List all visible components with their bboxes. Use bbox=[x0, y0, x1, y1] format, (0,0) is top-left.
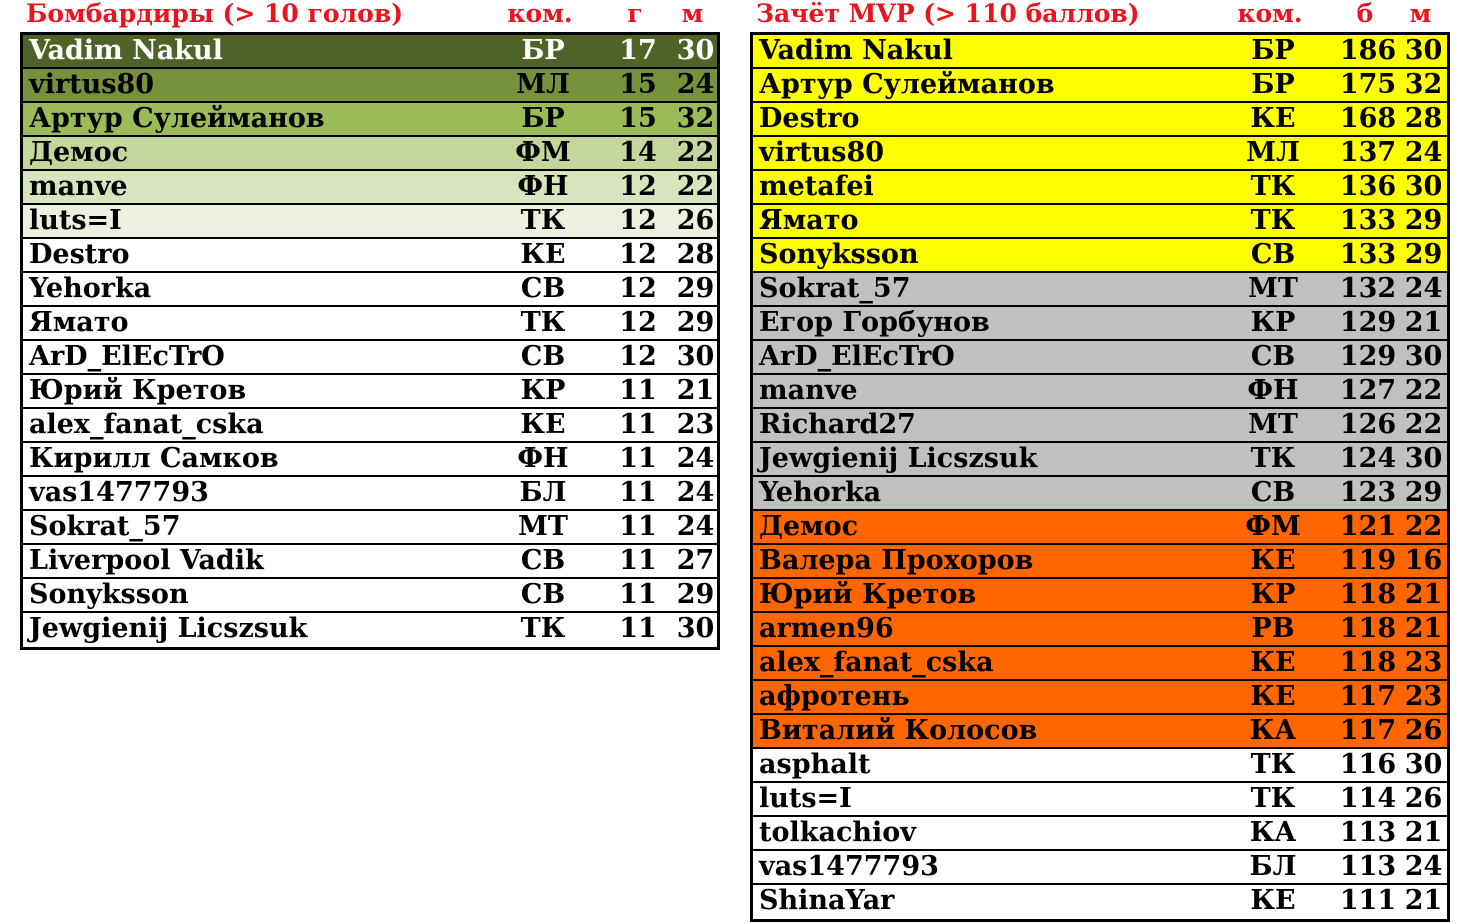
points-value: 129 bbox=[1339, 341, 1397, 372]
goals-value: 11 bbox=[619, 545, 657, 576]
games-value: 21 bbox=[1404, 817, 1443, 848]
points-value: 113 bbox=[1339, 851, 1397, 882]
points-value: 114 bbox=[1339, 783, 1397, 814]
team-code: МТ bbox=[1248, 273, 1298, 304]
games-value: 24 bbox=[676, 477, 715, 508]
table-row bbox=[23, 375, 717, 409]
games-value: 21 bbox=[1404, 307, 1443, 338]
player-name: Jewgienij Licszsuk bbox=[29, 613, 308, 644]
mvp-col-games: м bbox=[1409, 0, 1432, 28]
team-code: КЕ bbox=[1250, 647, 1296, 678]
table-row bbox=[23, 273, 717, 307]
table-row bbox=[23, 69, 717, 103]
points-value: 123 bbox=[1339, 477, 1397, 508]
games-value: 30 bbox=[1404, 443, 1443, 474]
goals-value: 12 bbox=[619, 341, 657, 372]
player-name: Sokrat_57 bbox=[759, 273, 911, 304]
games-value: 30 bbox=[676, 341, 715, 372]
points-value: 129 bbox=[1339, 307, 1397, 338]
player-name: Vadim Nakul bbox=[759, 35, 953, 66]
player-name: Destro bbox=[29, 239, 130, 270]
games-value: 16 bbox=[1404, 545, 1443, 576]
table-row bbox=[23, 613, 717, 647]
games-value: 21 bbox=[1404, 613, 1443, 644]
points-value: 117 bbox=[1339, 681, 1397, 712]
table-row bbox=[23, 239, 717, 273]
table-row bbox=[753, 477, 1447, 511]
table-row bbox=[753, 409, 1447, 443]
games-value: 22 bbox=[1404, 375, 1443, 406]
table-row bbox=[23, 477, 717, 511]
games-value: 29 bbox=[676, 579, 715, 610]
table-row bbox=[753, 103, 1447, 137]
table-row bbox=[753, 647, 1447, 681]
table-row bbox=[753, 681, 1447, 715]
team-code: СВ bbox=[520, 273, 566, 304]
games-value: 26 bbox=[1404, 783, 1443, 814]
table-row bbox=[753, 341, 1447, 375]
player-name: virtus80 bbox=[29, 69, 155, 100]
points-value: 113 bbox=[1339, 817, 1397, 848]
points-value: 126 bbox=[1339, 409, 1397, 440]
team-code: КА bbox=[1249, 817, 1297, 848]
games-value: 30 bbox=[1404, 341, 1443, 372]
games-value: 22 bbox=[1404, 511, 1443, 542]
table-row bbox=[23, 307, 717, 341]
player-name: Sonyksson bbox=[759, 239, 919, 270]
games-value: 32 bbox=[676, 103, 715, 134]
games-value: 30 bbox=[1404, 171, 1443, 202]
points-value: 119 bbox=[1339, 545, 1397, 576]
points-value: 175 bbox=[1339, 69, 1397, 100]
points-value: 118 bbox=[1339, 579, 1397, 610]
table-row bbox=[23, 35, 717, 69]
player-name: vas1477793 bbox=[759, 851, 939, 882]
table-row bbox=[753, 545, 1447, 579]
games-value: 29 bbox=[676, 307, 715, 338]
table-row bbox=[753, 443, 1447, 477]
points-value: 186 bbox=[1339, 35, 1397, 66]
player-name: Егор Горбунов bbox=[759, 307, 990, 338]
table-row bbox=[23, 409, 717, 443]
goals-value: 15 bbox=[619, 69, 657, 100]
table-row bbox=[753, 137, 1447, 171]
games-value: 24 bbox=[1404, 273, 1443, 304]
games-value: 24 bbox=[1404, 851, 1443, 882]
team-code: ФН bbox=[517, 443, 569, 474]
games-value: 21 bbox=[1404, 579, 1443, 610]
games-value: 23 bbox=[1404, 681, 1443, 712]
player-name: Ямато bbox=[759, 205, 859, 236]
team-code: РВ bbox=[1251, 613, 1295, 644]
player-name: virtus80 bbox=[759, 137, 885, 168]
player-name: ArD_ElEcTrO bbox=[29, 341, 225, 372]
scorers-table bbox=[20, 32, 720, 650]
player-name: ShinaYar bbox=[759, 885, 895, 916]
table-row bbox=[753, 69, 1447, 103]
games-value: 26 bbox=[1404, 715, 1443, 746]
goals-value: 14 bbox=[619, 137, 657, 168]
team-code: ТК bbox=[1250, 749, 1296, 780]
goals-value: 11 bbox=[619, 477, 657, 508]
team-code: КР bbox=[520, 375, 566, 406]
team-code: СВ bbox=[1250, 239, 1296, 270]
team-code: КЕ bbox=[1250, 545, 1296, 576]
games-value: 28 bbox=[1404, 103, 1443, 134]
player-name: Destro bbox=[759, 103, 860, 134]
table-row bbox=[23, 511, 717, 545]
table-row bbox=[753, 613, 1447, 647]
player-name: ArD_ElEcTrO bbox=[759, 341, 955, 372]
table-row bbox=[753, 817, 1447, 851]
player-name: Yehorka bbox=[29, 273, 152, 304]
table-row bbox=[753, 715, 1447, 749]
games-value: 30 bbox=[676, 613, 715, 644]
player-name: metafei bbox=[759, 171, 874, 202]
player-name: Ямато bbox=[29, 307, 129, 338]
points-value: 124 bbox=[1339, 443, 1397, 474]
team-code: КР bbox=[1250, 579, 1296, 610]
table-row bbox=[23, 205, 717, 239]
table-row bbox=[23, 171, 717, 205]
mvp-col-points: б bbox=[1356, 0, 1374, 28]
table-row bbox=[753, 511, 1447, 545]
team-code: КР bbox=[1250, 307, 1296, 338]
scorers-col-goals: г bbox=[627, 0, 643, 28]
goals-value: 17 bbox=[619, 35, 657, 66]
games-value: 32 bbox=[1404, 69, 1443, 100]
points-value: 127 bbox=[1339, 375, 1397, 406]
team-code: ТК bbox=[1250, 205, 1296, 236]
games-value: 21 bbox=[676, 375, 715, 406]
points-value: 136 bbox=[1339, 171, 1397, 202]
team-code: МЛ bbox=[516, 69, 570, 100]
team-code: БР bbox=[1251, 35, 1295, 66]
team-code: БР bbox=[1251, 69, 1295, 100]
table-row bbox=[753, 273, 1447, 307]
points-value: 117 bbox=[1339, 715, 1397, 746]
table-row bbox=[23, 103, 717, 137]
team-code: ТК bbox=[520, 307, 566, 338]
player-name: афротень bbox=[759, 681, 910, 712]
player-name: Yehorka bbox=[759, 477, 882, 508]
team-code: СВ bbox=[1250, 477, 1296, 508]
player-name: Кирилл Самков bbox=[29, 443, 279, 474]
table-row bbox=[753, 375, 1447, 409]
team-code: БР bbox=[521, 35, 565, 66]
games-value: 22 bbox=[676, 171, 715, 202]
team-code: КА bbox=[1249, 715, 1297, 746]
table-row bbox=[753, 851, 1447, 885]
player-name: Vadim Nakul bbox=[29, 35, 223, 66]
table-row bbox=[753, 35, 1447, 69]
games-value: 23 bbox=[676, 409, 715, 440]
team-code: КЕ bbox=[520, 409, 566, 440]
player-name: Артур Сулейманов bbox=[759, 69, 1055, 100]
mvp-title: Зачёт MVP (> 110 баллов) bbox=[756, 0, 1140, 28]
games-value: 24 bbox=[676, 443, 715, 474]
points-value: 118 bbox=[1339, 613, 1397, 644]
points-value: 133 bbox=[1339, 205, 1397, 236]
goals-value: 12 bbox=[619, 273, 657, 304]
player-name: Юрий Кретов bbox=[29, 375, 247, 406]
player-name: Валера Прохоров bbox=[759, 545, 1034, 576]
team-code: БЛ bbox=[1249, 851, 1297, 882]
points-value: 121 bbox=[1339, 511, 1397, 542]
games-value: 23 bbox=[1404, 647, 1443, 678]
table-row bbox=[23, 579, 717, 613]
goals-value: 11 bbox=[619, 443, 657, 474]
team-code: КЕ bbox=[1250, 681, 1296, 712]
team-code: ФМ bbox=[1245, 511, 1301, 542]
team-code: БЛ bbox=[519, 477, 567, 508]
goals-value: 11 bbox=[619, 511, 657, 542]
games-value: 30 bbox=[1404, 749, 1443, 780]
player-name: Liverpool Vadik bbox=[29, 545, 264, 576]
table-row bbox=[23, 341, 717, 375]
games-value: 24 bbox=[1404, 137, 1443, 168]
player-name: Sonyksson bbox=[29, 579, 189, 610]
goals-value: 12 bbox=[619, 171, 657, 202]
scorers-header bbox=[20, 0, 720, 32]
points-value: 118 bbox=[1339, 647, 1397, 678]
table-row bbox=[23, 545, 717, 579]
mvp-panel bbox=[750, 0, 1450, 922]
goals-value: 11 bbox=[619, 409, 657, 440]
games-value: 24 bbox=[676, 511, 715, 542]
player-name: alex_fanat_cska bbox=[759, 647, 994, 678]
player-name: Jewgienij Licszsuk bbox=[759, 443, 1038, 474]
mvp-header bbox=[750, 0, 1450, 32]
table-row bbox=[23, 137, 717, 171]
team-code: МТ bbox=[518, 511, 568, 542]
player-name: Демос bbox=[29, 137, 129, 168]
goals-value: 15 bbox=[619, 103, 657, 134]
points-value: 111 bbox=[1339, 885, 1397, 916]
team-code: СВ bbox=[1250, 341, 1296, 372]
table-row bbox=[753, 579, 1447, 613]
goals-value: 11 bbox=[619, 579, 657, 610]
team-code: МТ bbox=[1248, 409, 1298, 440]
player-name: Виталий Колосов bbox=[759, 715, 1038, 746]
team-code: ТК bbox=[1250, 171, 1296, 202]
scorers-col-team: ком. bbox=[507, 0, 573, 28]
goals-value: 11 bbox=[619, 613, 657, 644]
table-row bbox=[23, 443, 717, 477]
player-name: Sokrat_57 bbox=[29, 511, 181, 542]
games-value: 21 bbox=[1404, 885, 1443, 916]
games-value: 29 bbox=[676, 273, 715, 304]
points-value: 137 bbox=[1339, 137, 1397, 168]
points-value: 132 bbox=[1339, 273, 1397, 304]
team-code: ТК bbox=[520, 613, 566, 644]
games-value: 22 bbox=[676, 137, 715, 168]
team-code: ФН bbox=[1247, 375, 1299, 406]
scorers-title: Бомбардиры (> 10 голов) bbox=[26, 0, 404, 28]
team-code: ФН bbox=[517, 171, 569, 202]
goals-value: 12 bbox=[619, 205, 657, 236]
team-code: МЛ bbox=[1246, 137, 1300, 168]
games-value: 29 bbox=[1404, 477, 1443, 508]
games-value: 24 bbox=[676, 69, 715, 100]
team-code: СВ bbox=[520, 579, 566, 610]
team-code: ФМ bbox=[515, 137, 571, 168]
player-name: armen96 bbox=[759, 613, 894, 644]
player-name: Демос bbox=[759, 511, 859, 542]
team-code: СВ bbox=[520, 341, 566, 372]
team-code: СВ bbox=[520, 545, 566, 576]
goals-value: 12 bbox=[619, 239, 657, 270]
games-value: 29 bbox=[1404, 239, 1443, 270]
player-name: vas1477793 bbox=[29, 477, 209, 508]
scorers-col-games: м bbox=[681, 0, 704, 28]
team-code: БР bbox=[521, 103, 565, 134]
table-row bbox=[753, 783, 1447, 817]
goals-value: 12 bbox=[619, 307, 657, 338]
games-value: 29 bbox=[1404, 205, 1443, 236]
table-row bbox=[753, 205, 1447, 239]
scorers-panel bbox=[20, 0, 720, 650]
team-code: КЕ bbox=[1250, 885, 1296, 916]
player-name: luts=I bbox=[759, 783, 852, 814]
games-value: 22 bbox=[1404, 409, 1443, 440]
player-name: alex_fanat_cska bbox=[29, 409, 264, 440]
player-name: tolkachiov bbox=[759, 817, 916, 848]
table-row bbox=[753, 749, 1447, 783]
team-code: ТК bbox=[520, 205, 566, 236]
games-value: 26 bbox=[676, 205, 715, 236]
team-code: КЕ bbox=[520, 239, 566, 270]
table-row bbox=[753, 885, 1447, 919]
team-code: КЕ bbox=[1250, 103, 1296, 134]
player-name: manve bbox=[29, 171, 128, 202]
mvp-col-team: ком. bbox=[1237, 0, 1303, 28]
team-code: ТК bbox=[1250, 443, 1296, 474]
player-name: asphalt bbox=[759, 749, 871, 780]
games-value: 28 bbox=[676, 239, 715, 270]
player-name: Юрий Кретов bbox=[759, 579, 977, 610]
table-row bbox=[753, 171, 1447, 205]
points-value: 133 bbox=[1339, 239, 1397, 270]
table-row bbox=[753, 239, 1447, 273]
table-row bbox=[753, 307, 1447, 341]
games-value: 30 bbox=[676, 35, 715, 66]
games-value: 27 bbox=[676, 545, 715, 576]
player-name: Richard27 bbox=[759, 409, 916, 440]
player-name: manve bbox=[759, 375, 858, 406]
games-value: 30 bbox=[1404, 35, 1443, 66]
goals-value: 11 bbox=[619, 375, 657, 406]
player-name: Артур Сулейманов bbox=[29, 103, 325, 134]
points-value: 168 bbox=[1339, 103, 1397, 134]
team-code: ТК bbox=[1250, 783, 1296, 814]
mvp-table bbox=[750, 32, 1450, 922]
points-value: 116 bbox=[1339, 749, 1397, 780]
player-name: luts=I bbox=[29, 205, 122, 236]
